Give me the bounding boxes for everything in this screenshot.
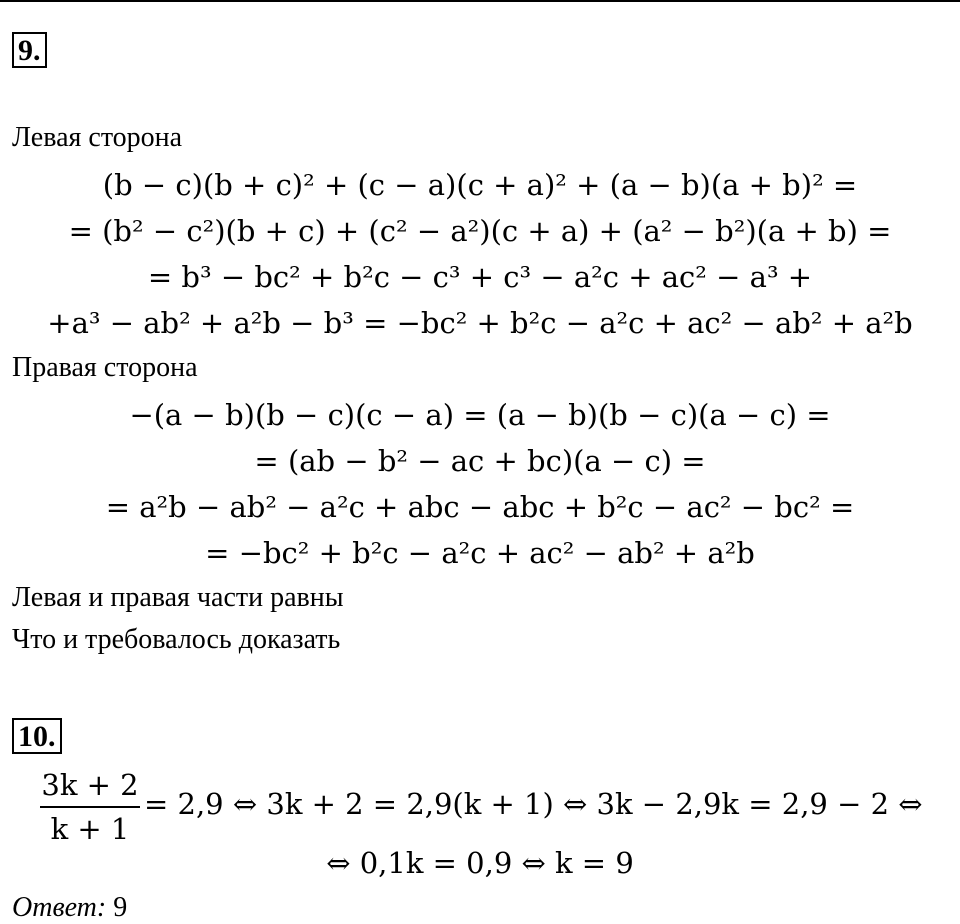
qed-text: Что и требовалось доказать — [12, 624, 341, 655]
right-line-1: −(a − b)(b − c)(c − a) = (a − b)(b − c)(a − c) = — [129, 398, 831, 432]
conclusion-text: Левая и правая части равны — [12, 582, 344, 613]
answer-label: Ответ: — [12, 892, 107, 923]
problem-9-number: 9. — [12, 32, 47, 68]
answer-value: 9 — [113, 892, 128, 923]
right-line-2: = (ab − b² − ac + bc)(a − c) = — [254, 444, 706, 478]
left-line-1: (b − c)(b + c)² + (c − a)(c + a)² + (a − b)(a + b)² = — [102, 168, 858, 202]
left-side-label: Левая сторона — [12, 122, 183, 153]
fraction — [38, 768, 142, 846]
equation-10-line-2: ⇔ 0,1k = 0,9 ⇔ k = 9 — [326, 846, 634, 880]
right-line-4: = −bc² + b²c − a²c + ac² − ab² + a²b — [205, 536, 755, 570]
problem-10-number: 10. — [12, 718, 62, 754]
right-line-3: = a²b − ab² − a²c + abc − abc + b²c − ac² − bc² = — [105, 490, 855, 524]
fraction-numerator: 3k + 2 — [41, 768, 139, 802]
top-rule — [0, 0, 960, 2]
left-line-4: +a³ − ab² + a²b − b³ = −bc² + b²c − a²c + ac² − ab² + a²b — [47, 306, 913, 340]
left-line-3: = b³ − bc² + b²c − c³ + c³ − a²c + ac² − a³ + — [147, 260, 813, 294]
left-line-2: = (b² − c²)(b + c) + (c² − a²)(c + a) + (a² − b²)(a + b) = — [68, 214, 892, 248]
right-side-label: Правая сторона — [12, 352, 198, 383]
equation-10-line-1: = 2,9 ⇔ 3k + 2 = 2,9(k + 1) ⇔ 3k − 2,9k = 2,9 − 2 ⇔ — [144, 787, 923, 821]
answer — [12, 892, 127, 924]
fraction-denominator: k + 1 — [50, 812, 130, 846]
